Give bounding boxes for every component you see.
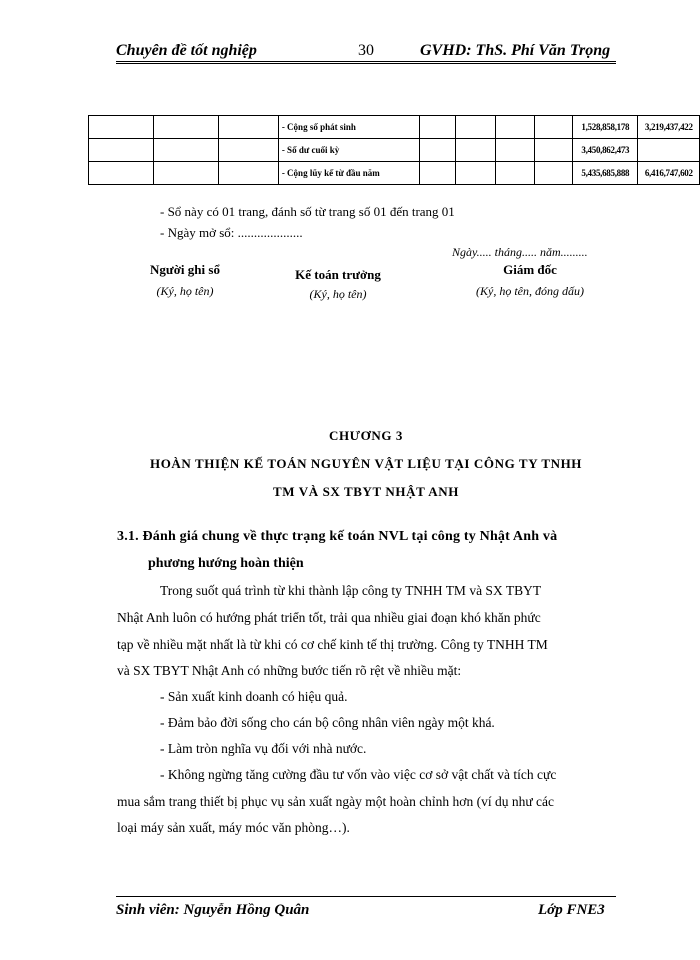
debit-cell: 5,435,685,888: [573, 162, 638, 185]
header-left: Chuyên đề tốt nghiệp: [116, 42, 257, 59]
debit-cell: 3,450,862,473: [573, 139, 638, 162]
footer-class: Lớp FNE3: [538, 902, 605, 918]
header-rule: [116, 61, 616, 62]
sig-chief-title: Kế toán trưởng: [295, 267, 381, 282]
credit-cell: 3,219,437,422: [638, 116, 700, 139]
para-line: Trong suốt quá trình từ khi thành lập công ty TNHH TM và SX TBYT: [160, 583, 542, 598]
note-pages: - Sổ này có 01 trang, đánh số từ trang số 01 đến trang 01: [160, 204, 455, 219]
note-open-date: - Ngày mở sổ: ....................: [160, 225, 303, 240]
para2-line: mua sắm trang thiết bị phục vụ sản xuất ngày một hoàn chỉnh hơn (ví dụ như các: [117, 794, 554, 809]
chapter-title-line2: TM VÀ SX TBYT NHẬT ANH: [273, 484, 459, 499]
table-row: [89, 162, 700, 185]
debit-cell: 1,528,858,178: [573, 116, 638, 139]
credit-cell: 6,416,747,602: [638, 162, 700, 185]
table-row: [89, 116, 700, 139]
para-line: tạp về nhiều mặt nhất là từ khi có cơ chế kinh tế thị trường. Công ty TNHH TM: [117, 637, 548, 652]
row-label: - Cộng số phát sinh: [278, 116, 419, 139]
bullet-item: - Làm tròn nghĩa vụ đối với nhà nước.: [160, 741, 367, 756]
row-label: - Số dư cuối kỳ: [278, 139, 419, 162]
para2-line: loại máy sản xuất, máy móc văn phòng…).: [117, 820, 350, 835]
bullet-item: - Đảm bảo đời sống cho cán bộ công nhân viên ngày một khá.: [160, 715, 495, 730]
credit-cell: [638, 139, 700, 162]
footer-student: Sinh viên: Nguyễn Hồng Quân: [116, 902, 310, 918]
para-line: Nhật Anh luôn có hướng phát triển tốt, trải qua nhiều giai đoạn khó khăn phức: [117, 610, 541, 625]
sig-recorder-sub: (Ký, họ tên): [156, 284, 214, 298]
chapter-number: CHƯƠNG 3: [328, 428, 403, 443]
header-rule-double: [116, 63, 616, 64]
sig-recorder-title: Người ghi sổ: [150, 262, 220, 277]
footer-rule: [116, 896, 616, 897]
para2-line: - Không ngừng tăng cường đầu tư vốn vào việc cơ sở vật chất và tích cực: [160, 767, 557, 782]
header-right: GVHD: ThS. Phí Văn Trọng: [420, 42, 611, 59]
sig-chief-sub: (Ký, họ tên): [309, 287, 367, 301]
ledger-table: [88, 115, 700, 185]
table-row: [89, 139, 700, 162]
para-line: và SX TBYT Nhật Anh có những bước tiến rõ rệt về nhiều mặt:: [117, 663, 462, 678]
page-number: 30: [358, 42, 374, 59]
sig-director-title: Giám đốc: [503, 262, 557, 277]
bullet-item: - Sản xuất kinh doanh có hiệu quả.: [160, 689, 348, 704]
section-heading-line1: 3.1. Đánh giá chung về thực trạng kế toán NVL tại công ty Nhật Anh và: [117, 529, 558, 544]
date-line: Ngày..... tháng..... năm.........: [452, 245, 588, 259]
section-heading-line2: phương hướng hoàn thiện: [148, 556, 304, 571]
chapter-title-line1: HOÀN THIỆN KẾ TOÁN NGUYÊN VẬT LIỆU TẠI CÔNG TY TNHH: [149, 456, 582, 471]
row-label: - Cộng lũy kế từ đầu năm: [278, 162, 419, 185]
sig-director-sub: (Ký, họ tên, đóng dấu): [476, 284, 584, 298]
